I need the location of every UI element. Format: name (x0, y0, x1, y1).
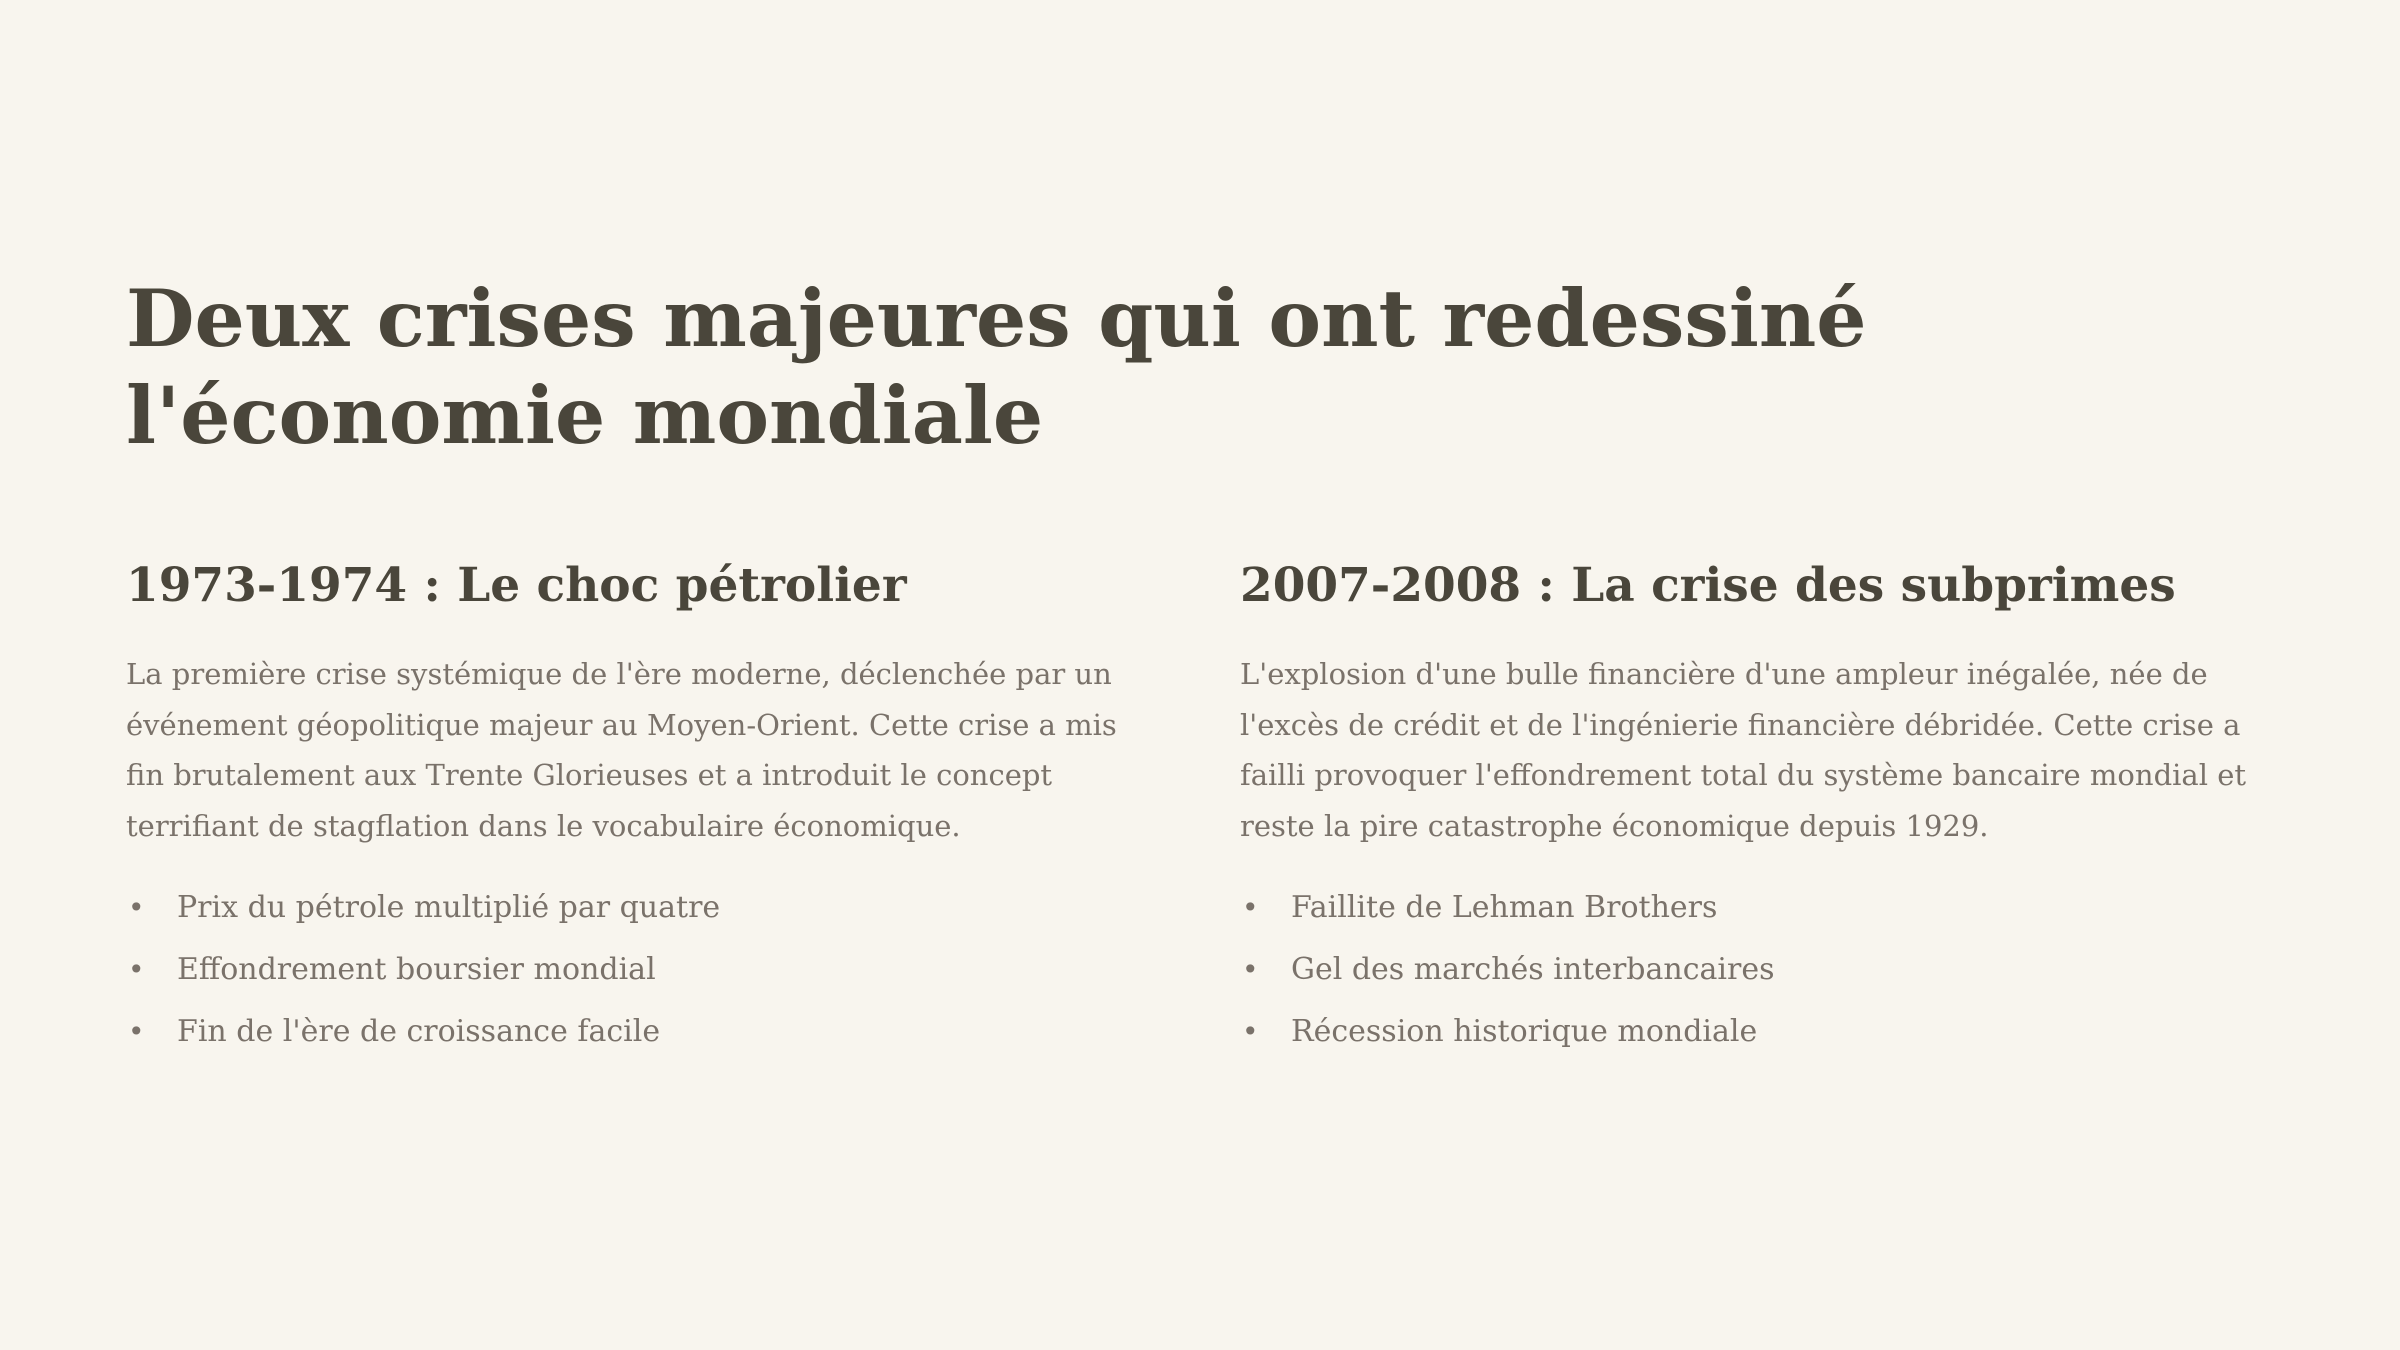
list-item (126, 1001, 720, 1063)
list-item (126, 939, 720, 1001)
list-item (1240, 877, 1774, 939)
column-description: L'explosion d'une bulle financière d'une ampleur inégalée, née de l'excès de crédit et de l'ingénierie financière débridée. Cette crise a failli provoquer l'effondrement total du système bancaire mondial et reste la pire catastrophe économique depuis 1929. (1240, 657, 2247, 843)
bullet-dot-icon: • (128, 1015, 145, 1048)
list-item (126, 877, 720, 939)
column-oil-shock (126, 556, 1146, 1049)
bullet-dot-icon: • (128, 891, 145, 924)
list-item-label: Récession historique mondiale (1291, 1014, 1758, 1049)
bullet-dot-icon: • (1242, 953, 1259, 986)
column-subprime-crisis (1240, 556, 2260, 1049)
bullet-list (1240, 877, 1774, 1063)
slide-title: Deux crises majeures qui ont redessiné l'économie mondiale (126, 272, 1867, 462)
list-item-label: Effondrement boursier mondial (177, 952, 656, 987)
list-item (1240, 1001, 1774, 1063)
list-item-label: Fin de l'ère de croissance facile (177, 1014, 661, 1049)
bullet-dot-icon: • (1242, 891, 1259, 924)
column-heading: 1973-1974 : Le choc pétrolier (126, 558, 907, 613)
column-description: La première crise systémique de l'ère moderne, déclenchée par un événement géopolitique majeur au Moyen-Orient. Cette crise a mis fin brutalement aux Trente Glorieuses et a introduit le concept terrifiant de stagflation dans le vocabulaire économique. (126, 657, 1117, 843)
column-heading: 2007-2008 : La crise des subprimes (1240, 558, 2176, 613)
list-item-label: Faillite de Lehman Brothers (1291, 890, 1718, 925)
list-item-label: Prix du pétrole multiplié par quatre (177, 890, 721, 925)
list-item (1240, 939, 1774, 1001)
list-item-label: Gel des marchés interbancaires (1291, 952, 1775, 987)
bullet-list (126, 877, 720, 1063)
bullet-dot-icon: • (1242, 1015, 1259, 1048)
bullet-dot-icon: • (128, 953, 145, 986)
